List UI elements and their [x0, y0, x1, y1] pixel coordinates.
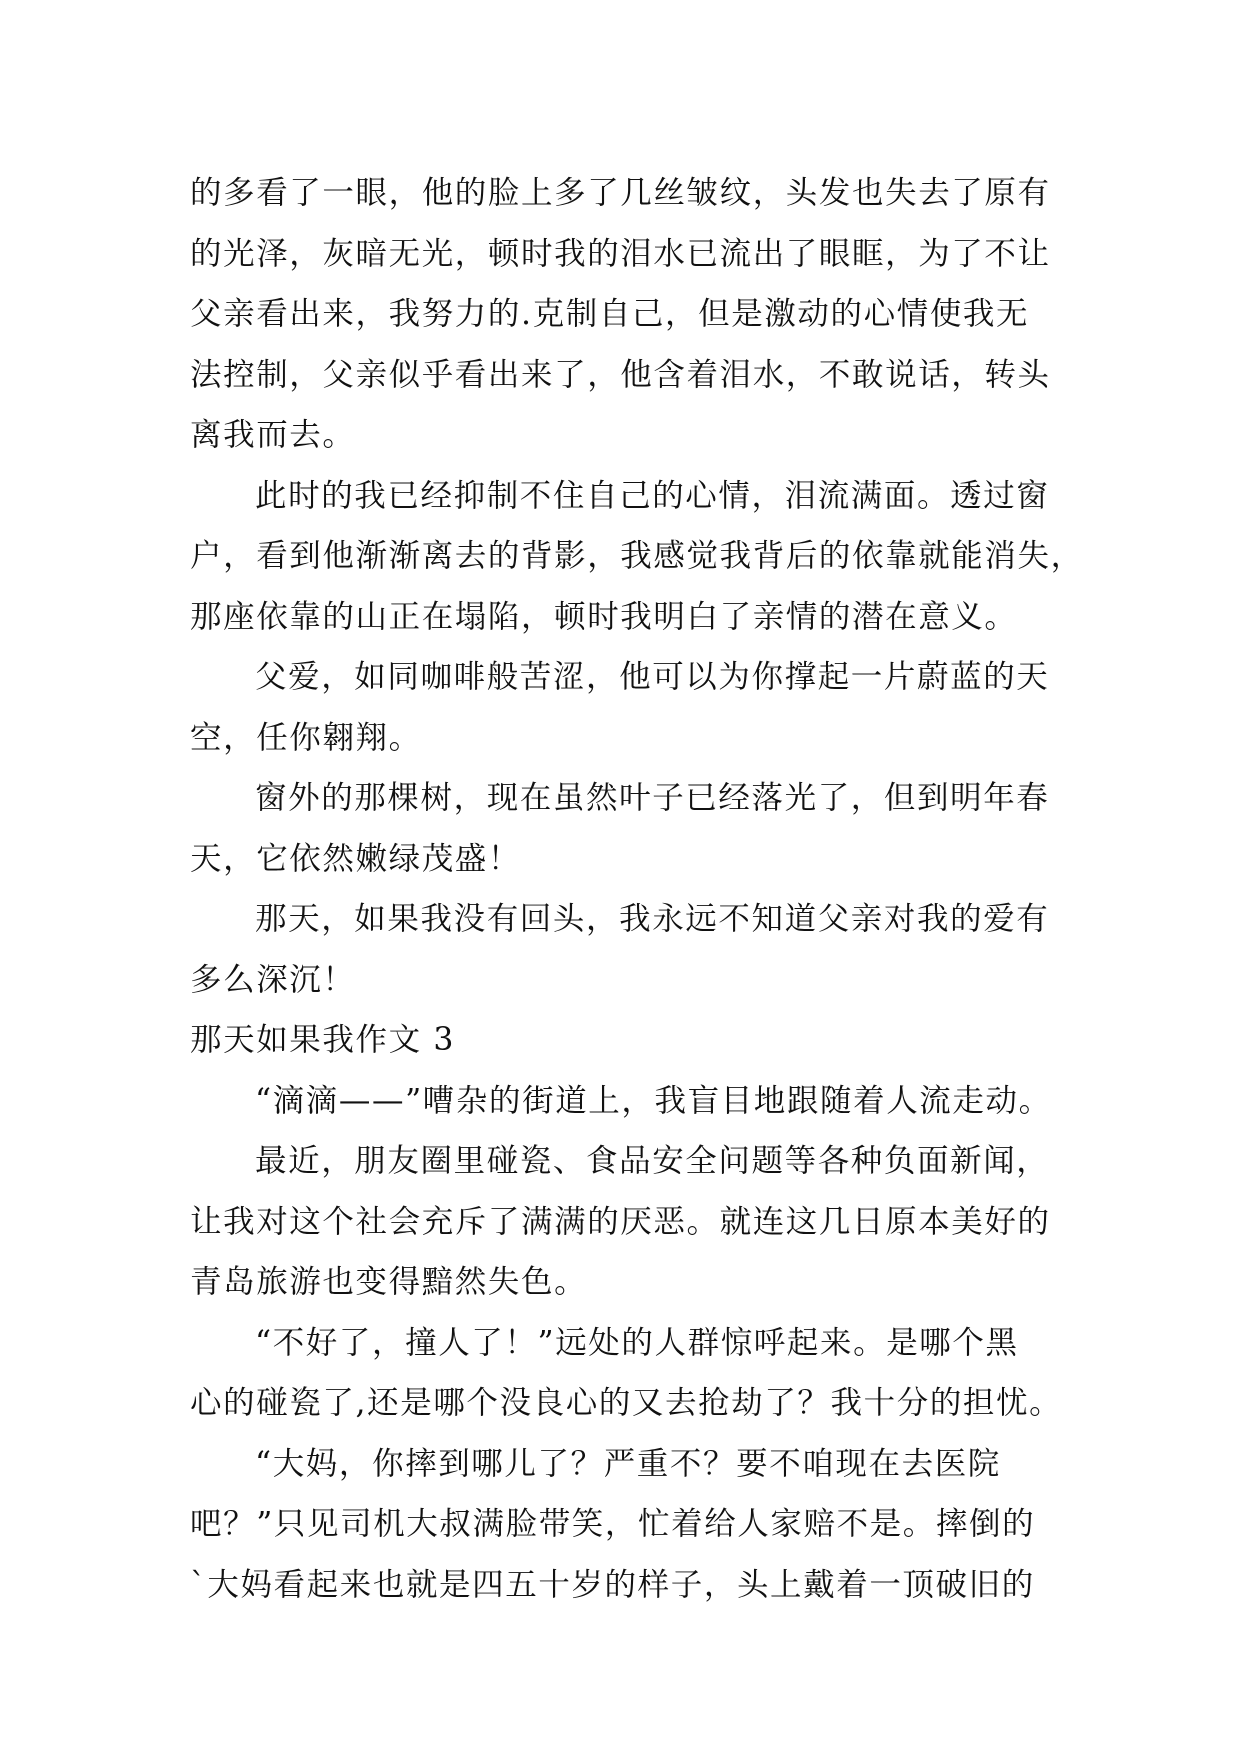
text-line: 的光泽，灰暗无光，顿时我的泪水已流出了眼眶，为了不让: [190, 235, 1051, 272]
text-line: “大妈，你摔到哪儿了？严重不？要不咱现在去医院: [255, 1445, 1001, 1482]
text-line: 窗外的那棵树，现在虽然叶子已经落光了，但到明年春: [255, 780, 1050, 816]
text-line: 青岛旅游也变得黯然失色。: [190, 1264, 588, 1300]
text-line: 多么深沉！: [190, 961, 356, 998]
section-heading: 那天如果我作文 3: [190, 1022, 455, 1058]
text-line: 父亲看出来，我努力的.克制自己，但是激动的心情使我无: [190, 296, 1030, 332]
text-line: 那座依靠的山正在塌陷，顿时我明白了亲情的潜在意义。: [190, 598, 1018, 635]
text-line: `大妈看起来也就是四五十岁的样子，头上戴着一顶破旧的: [190, 1566, 1035, 1603]
text-line: 心的碰瓷了,还是哪个没良心的又去抢劫了？我十分的担忧。: [190, 1385, 1063, 1421]
text-line: 的多看了一眼，他的脸上多了几丝皱纹，头发也失去了原有: [190, 175, 1051, 211]
text-line: 吧？”只见司机大叔满脸带笑，忙着给人家赔不是。摔倒的: [190, 1506, 1036, 1542]
text-line: 户，看到他渐渐离去的背影，我感觉我背后的依靠就能消失，: [190, 538, 1084, 574]
text-line: 此时的我已经抑制不住自己的心情，泪流满面。透过窗: [255, 477, 1050, 514]
text-line: 离我而去。: [190, 417, 356, 453]
text-line: 那天，如果我没有回头，我永远不知道父亲对我的爱有: [255, 901, 1050, 937]
text-line: 最近，朋友圈里碰瓷、食品安全问题等各种负面新闻，: [255, 1143, 1050, 1179]
text-line: “不好了，撞人了！”远处的人群惊呼起来。是哪个黑: [255, 1324, 1019, 1361]
text-line: 天，它依然嫩绿茂盛！: [190, 840, 522, 877]
text-line: “滴滴——”嘈杂的街道上，我盲目地跟随着人流走动。: [255, 1082, 1052, 1119]
text-line: 空，任你翱翔。: [190, 719, 422, 756]
text-line: 让我对这个社会充斥了满满的厌恶。就连这几日原本美好的: [190, 1203, 1051, 1240]
text-line: 法控制，父亲似乎看出来了，他含着泪水，不敢说话，转头: [190, 356, 1051, 393]
text-line: 父爱，如同咖啡般苦涩，他可以为你撑起一片蔚蓝的天: [255, 659, 1050, 695]
document-body: [190, 163, 1084, 1615]
